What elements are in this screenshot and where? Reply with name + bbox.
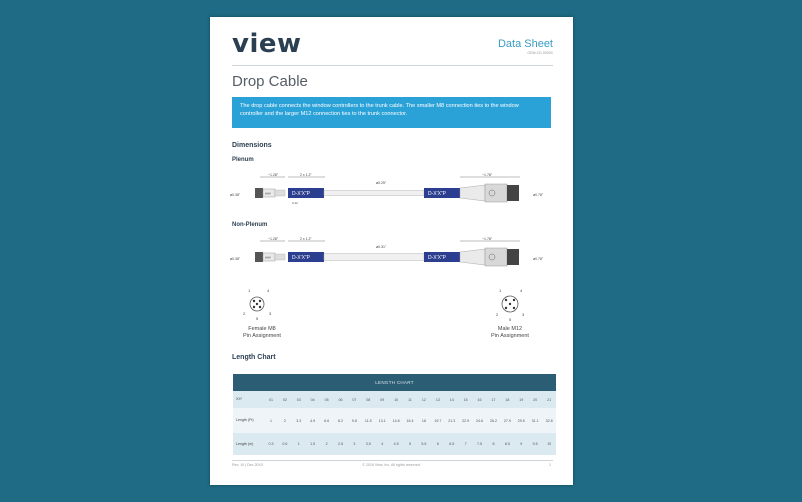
svg-text:1: 1	[499, 288, 502, 293]
table-cell: 26.2	[489, 418, 497, 423]
female-m8-caption: Female M8 Pin Assignment	[243, 326, 281, 339]
table-cell: 8.2	[337, 418, 343, 423]
table-cell: 14	[449, 397, 454, 402]
table-cell: 1	[297, 442, 300, 446]
table-cell: 22.9	[462, 418, 470, 423]
table-cell: 2	[325, 442, 328, 446]
table-cell: 11	[408, 397, 412, 402]
nonplenum-dia-right: ø0.78"	[533, 257, 544, 261]
table-cell: 02	[282, 397, 287, 402]
table-cell: 05	[324, 397, 329, 402]
view-logo: view	[232, 29, 302, 59]
table-cell: 9	[520, 442, 523, 446]
table-cell: 32.8	[545, 418, 553, 423]
table-cell: 17	[491, 397, 496, 402]
table-cell: 3.3	[296, 418, 302, 423]
table-cell: 1.5	[310, 442, 316, 446]
table-cell: 14.8	[392, 418, 400, 423]
plenum-label-left: D-X'X"P	[292, 191, 311, 197]
length-chart-table	[233, 374, 556, 455]
nonplenum-dim-right: ~1.78"	[482, 237, 493, 241]
table-cell: 3.5	[365, 442, 371, 446]
table-cell: 0.3	[268, 442, 274, 446]
table-cell: 16	[477, 397, 482, 402]
table-cell: 04	[310, 397, 315, 402]
table-cell: 18	[505, 397, 510, 402]
nonplenum-dim-mid: 2 x 1.2"	[300, 237, 312, 241]
table-cell: 13	[435, 397, 440, 402]
length-chart-heading: Length Chart	[232, 354, 276, 361]
footer-revision: Rev. 10 | Dec 20XX	[232, 463, 264, 467]
svg-text:4: 4	[520, 288, 523, 293]
length-chart-title: LENGTH CHART	[233, 374, 556, 391]
nonplenum-cable-diagram	[230, 236, 555, 276]
table-cell: 07	[352, 397, 357, 402]
footer-page-number: 1	[549, 463, 551, 467]
nonplenum-label: Non-Plenum	[232, 222, 268, 228]
table-cell: 19.7	[434, 418, 442, 423]
plenum-dim-right: ~1.78"	[482, 173, 493, 177]
table-cell: 08	[366, 397, 371, 402]
table-cell: 09	[380, 397, 385, 402]
table-cell: 6.5	[449, 442, 455, 446]
table-row-codes: XX* 01 02 03 04 05 06 07 08 09 10 11 12 13 14 15 16 17 18 19 20 21	[233, 391, 556, 408]
nonplenum-label-right: D-X'X"P	[428, 255, 447, 261]
table-cell: 0.6	[282, 442, 288, 446]
table-cell: 8	[492, 442, 495, 446]
svg-text:3: 3	[522, 312, 525, 317]
plenum-dim-left: ~1.28"	[268, 173, 279, 177]
table-cell: 2	[283, 418, 286, 423]
svg-text:4: 4	[267, 288, 270, 293]
svg-text:2: 2	[496, 312, 499, 317]
table-cell: 9.5	[532, 442, 538, 446]
table-cell: 4.5	[393, 442, 399, 446]
table-cell: 11.5	[364, 418, 372, 423]
page-title: Drop Cable	[232, 73, 308, 90]
table-cell: 31.1	[531, 418, 539, 423]
table-cell: 2.5	[337, 442, 343, 446]
plenum-dia-right: ø0.78"	[533, 193, 544, 197]
table-cell: 03	[296, 397, 301, 402]
table-cell: 6.6	[324, 418, 330, 423]
nonplenum-label-left: D-X'X"P	[292, 255, 311, 261]
table-cell: 10	[394, 397, 399, 402]
table-cell: 5.5	[421, 442, 427, 446]
table-cell: 1	[269, 418, 272, 423]
svg-text:AAV: AAV	[265, 255, 271, 260]
table-cell: 10	[547, 442, 552, 446]
plenum-cable-diagram	[230, 172, 555, 212]
footer-divider	[232, 460, 553, 461]
table-cell: 16.4	[406, 418, 414, 423]
svg-text:5: 5	[256, 316, 259, 321]
svg-text:AAV: AAV	[265, 191, 271, 196]
table-cell: 3	[353, 442, 356, 446]
table-cell: 15	[463, 397, 468, 402]
table-cell: 19	[519, 397, 524, 402]
table-cell: 29.5	[517, 418, 525, 423]
dimensions-heading: Dimensions	[232, 142, 272, 149]
table-cell: 20	[533, 397, 538, 402]
nonplenum-dim-left: ~1.28"	[268, 237, 279, 241]
plenum-label-right: D-X'X"P	[428, 191, 447, 197]
nonplenum-dia-left: ø0.38"	[230, 257, 241, 261]
plenum-small-dim: 0.12	[292, 201, 298, 205]
data-sheet-page	[210, 17, 573, 485]
doc-code: GDM-CD-0000X	[527, 51, 553, 55]
svg-text:2: 2	[243, 311, 246, 316]
svg-text:3: 3	[269, 311, 272, 316]
table-cell: 7	[464, 442, 467, 446]
table-cell: 4	[381, 442, 384, 446]
nonplenum-dim-cable: ø0.31"	[376, 245, 387, 249]
table-cell: 4.9	[310, 418, 316, 423]
table-cell: 18	[421, 418, 426, 423]
table-cell: 12	[421, 397, 426, 402]
table-row-feet: Length (Ft) 1 2 3.3 4.9 6.6 8.2 9.8 11.5 13.1 14.8 16.4 18 19.7 21.3 22.9 24.6 26.2 27.9 29.5 31.1 32.8	[233, 408, 556, 433]
table-cell: 01	[268, 397, 273, 402]
table-cell: 06	[338, 397, 343, 402]
intro-callout: The drop cable connects the window controllers to the trunk cable. The smaller M8 connection ties to the window controller and the larger M12 connection ties to the trunk connector.	[232, 97, 551, 128]
table-row-meters: Length (m) 0.3 0.6 1 1.5 2 2.5 3 3.5 4 4.5 5 5.5 6 6.5 7 7.5 8 8.5 9 9.5 10	[233, 433, 556, 455]
table-cell: 24.6	[476, 418, 484, 423]
table-cell: 21	[547, 397, 552, 402]
table-cell: 21.3	[448, 418, 456, 423]
svg-text:5: 5	[509, 317, 512, 322]
header-divider	[232, 65, 553, 66]
plenum-dia-left: ø0.38"	[230, 193, 241, 197]
plenum-dim-mid: 2 x 1.2"	[300, 173, 312, 177]
footer-copyright: © 2016 View, Inc. All rights reserved.	[362, 463, 421, 467]
plenum-dim-cable: ø0.25"	[376, 181, 387, 185]
plenum-label: Plenum	[232, 157, 254, 163]
male-m12-caption: Male M12 Pin Assignment	[491, 326, 529, 339]
table-cell: 6	[436, 442, 439, 446]
doc-type-label: Data Sheet	[497, 38, 553, 50]
table-cell: 7.5	[477, 442, 483, 446]
table-cell: 5	[409, 442, 412, 446]
table-cell: 9.8	[351, 418, 357, 423]
table-cell: 13.1	[378, 418, 386, 423]
svg-text:1: 1	[248, 288, 251, 293]
table-cell: 27.9	[503, 418, 511, 423]
table-cell: 8.5	[504, 442, 510, 446]
